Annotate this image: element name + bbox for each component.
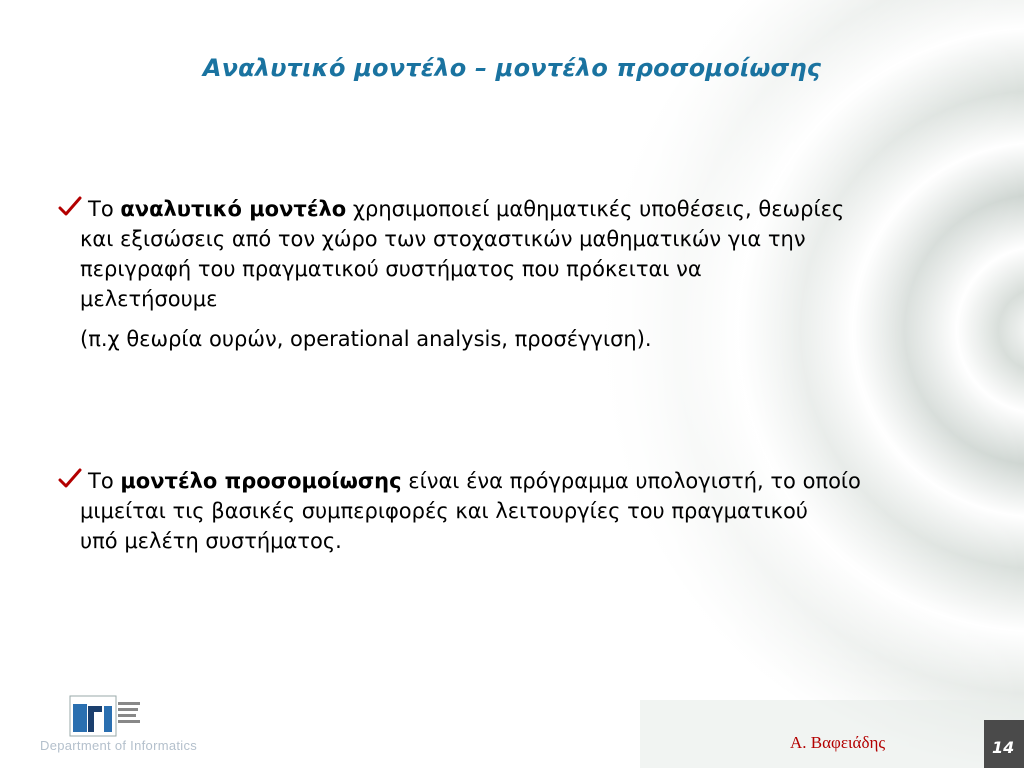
bullet-line: περιγραφή του πραγματικού συστήματος που πρόκειται να	[80, 257, 702, 281]
bullet-text	[80, 466, 988, 556]
bullet-example: (π.χ θεωρία ουρών, operational analysis, προσέγγιση).	[80, 327, 652, 351]
bullet-line: και εξισώσεις από τον χώρο των στοχαστικών μαθηματικών για την	[80, 227, 806, 251]
bold-term: μοντέλο προσομοίωσης	[120, 469, 402, 493]
page-number: 14	[992, 738, 1015, 757]
bullet-analytic-model	[58, 194, 988, 354]
bullet-lead: Το	[88, 197, 121, 221]
checkmark-icon	[58, 195, 82, 219]
bullet-text	[80, 194, 988, 314]
bullet-rest: χρησιμοποιεί μαθηματικές υποθέσεις, θεωρίες	[346, 197, 845, 221]
bullet-lead: Το	[88, 469, 121, 493]
bullet-line: μελετήσουμε	[80, 287, 218, 311]
checkmark-icon	[58, 467, 82, 491]
bullet-line-1	[80, 194, 988, 224]
bullet-line-1	[80, 466, 988, 496]
bullet-line: μιμείται τις βασικές συμπεριφορές και λειτουργίες του πραγματικού	[80, 499, 808, 523]
bullet-rest: είναι ένα πρόγραμμα υπολογιστή, το οποίο	[401, 469, 861, 493]
bullet-line: υπό μελέτη συστήματος.	[80, 529, 342, 553]
department-label: Department of Informatics	[40, 738, 198, 753]
bullet-simulation-model	[58, 466, 988, 556]
author-name: Α. Βαφειάδης	[790, 733, 886, 752]
bold-term: αναλυτικό μοντέλο	[120, 197, 347, 221]
slide-title: Αναλυτικό μοντέλο – μοντέλο προσομοίωσης	[202, 54, 822, 82]
